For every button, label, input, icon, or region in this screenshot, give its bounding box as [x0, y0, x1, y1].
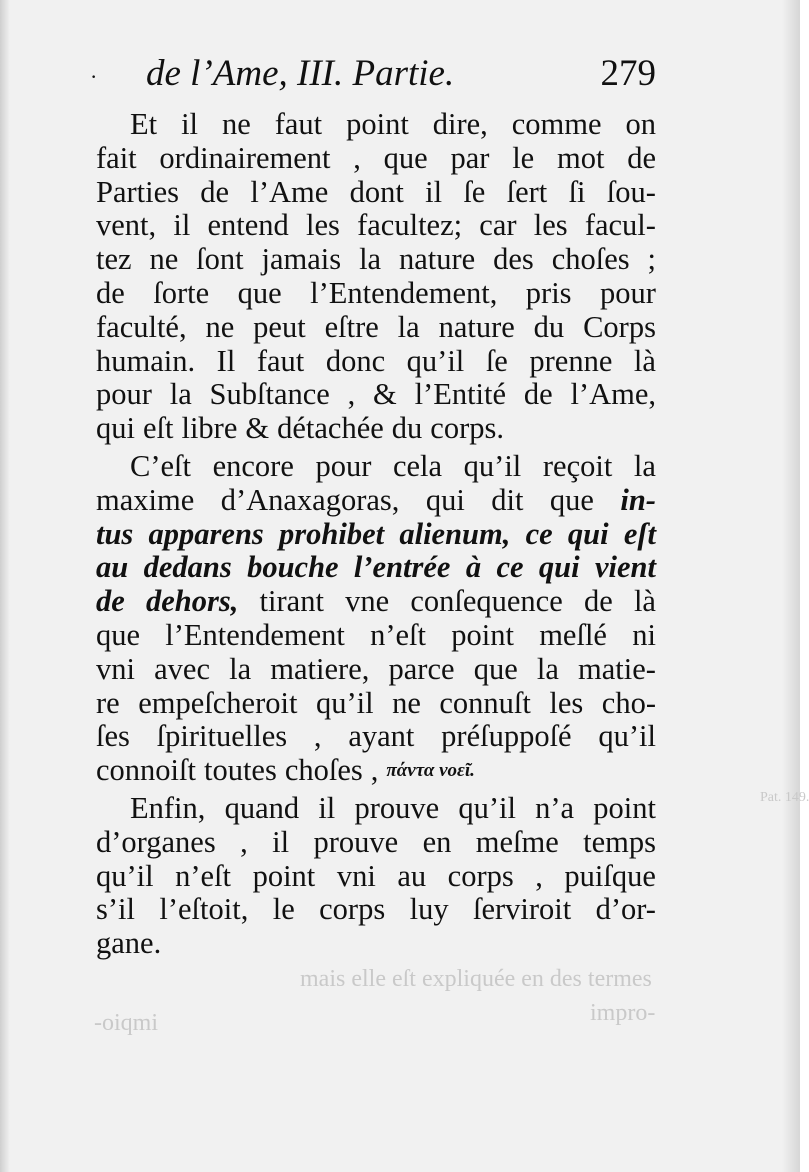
word: ne: [205, 309, 235, 344]
word: le: [512, 140, 535, 175]
word: in-: [620, 482, 656, 517]
word: l’entrée: [353, 550, 451, 585]
word: dit: [491, 482, 524, 517]
word: ;: [647, 242, 656, 277]
word: l’Entendement: [165, 617, 345, 652]
text-line: [96, 826, 656, 860]
word: parce: [388, 651, 455, 686]
word: que: [237, 275, 282, 310]
word: re: [96, 685, 120, 720]
word: C’eſt: [130, 448, 191, 483]
word: la: [169, 377, 192, 412]
word: luy: [409, 892, 449, 927]
word: libre: [181, 411, 238, 446]
word: ne: [149, 242, 179, 277]
word: nature: [438, 309, 515, 344]
page-number: 279: [600, 53, 656, 94]
word: l’Entité: [414, 377, 507, 412]
word: que: [383, 140, 428, 175]
word: prohibet: [279, 516, 385, 551]
bleed-through-text: -oiqmi: [94, 1010, 158, 1036]
word: à: [465, 550, 482, 585]
word: ce: [525, 516, 553, 551]
word: ce: [496, 550, 524, 585]
word: bouche: [247, 550, 339, 585]
word: corps: [447, 858, 514, 893]
word: ordinairement: [159, 140, 331, 175]
text-line: [96, 720, 656, 754]
word: le: [272, 892, 295, 927]
word: point: [346, 107, 409, 141]
word: ſe: [485, 343, 508, 378]
word: ſpirituelles: [156, 719, 288, 754]
word: préſuppoſé: [441, 719, 572, 754]
word: ni: [632, 617, 656, 652]
word: point: [593, 790, 656, 825]
word: que: [549, 482, 594, 517]
text-line: [96, 551, 656, 585]
word: ,: [240, 824, 248, 859]
word: il: [181, 107, 199, 141]
word: ,: [370, 753, 379, 788]
word: détachée: [277, 411, 384, 446]
word: ſi: [568, 174, 586, 209]
text-line: [96, 378, 656, 412]
word: l’Ame,: [570, 377, 656, 412]
word: tus: [96, 516, 134, 551]
word: qu’il: [406, 343, 465, 378]
word: de: [96, 584, 125, 619]
word: encore: [212, 448, 294, 483]
word: prouve: [313, 824, 399, 859]
word: ſorte: [153, 275, 210, 310]
word: Et: [130, 107, 158, 141]
word: au: [96, 550, 129, 585]
word: pour: [600, 275, 656, 310]
word: choſes: [284, 753, 363, 788]
word: temps: [583, 824, 656, 859]
running-head: de l’Ame, III. Partie.: [146, 53, 455, 94]
word: là: [633, 343, 656, 378]
word: d’Anaxagoras,: [220, 482, 400, 517]
bleed-through-text: impro-: [590, 1000, 656, 1026]
word: &: [245, 411, 270, 446]
word: empeſcheroit: [138, 685, 298, 720]
word: ne: [221, 107, 251, 141]
text-line: [96, 585, 656, 619]
word: du: [391, 411, 423, 446]
word: apparens: [148, 516, 264, 551]
text-line: [96, 484, 656, 518]
word: alienum,: [399, 516, 511, 551]
word: car: [479, 208, 517, 243]
word: ayant: [348, 719, 415, 754]
word: dire,: [432, 107, 488, 141]
paragraph: [96, 450, 656, 788]
word: quand: [224, 790, 300, 825]
word: l’Entendement,: [310, 275, 498, 310]
word: entend: [207, 208, 289, 243]
word: cela: [392, 448, 443, 483]
word: connuſt: [439, 685, 531, 720]
word: reçoit: [542, 448, 613, 483]
word: &: [373, 377, 397, 412]
word: qui: [96, 411, 135, 446]
word: ,: [313, 719, 322, 754]
paragraph: [96, 792, 656, 961]
page-left-edge: [0, 0, 10, 1172]
word: meſlé: [539, 617, 607, 652]
word: nature: [398, 242, 476, 277]
word: fait: [96, 140, 137, 175]
word: les: [306, 208, 340, 243]
word: choſes: [551, 242, 630, 277]
word: maxime: [96, 482, 195, 517]
word: Il: [216, 343, 236, 378]
word: on: [625, 107, 656, 141]
text-line: [96, 927, 656, 961]
word: corps.: [430, 411, 504, 446]
word: facul-: [584, 208, 656, 243]
word: ,: [535, 858, 543, 893]
text-line: [96, 243, 656, 277]
word: humain.: [96, 343, 196, 378]
word: la: [359, 242, 382, 277]
word: la: [397, 309, 420, 344]
word: peut: [253, 309, 306, 344]
header-mark: ·: [90, 64, 98, 89]
word: il: [173, 208, 191, 243]
word: pris: [525, 275, 572, 310]
text-line: [96, 277, 656, 311]
word: Subſtance: [209, 377, 330, 412]
word: ſes: [96, 719, 130, 754]
word: faut: [256, 343, 305, 378]
page-header: [90, 52, 656, 102]
word: vne: [345, 584, 390, 619]
text-line: [96, 518, 656, 552]
paragraph: [96, 108, 656, 446]
word: dont: [349, 174, 404, 209]
word: par: [450, 140, 490, 175]
word: s’il: [96, 892, 135, 927]
word: qui: [567, 516, 609, 551]
word: ,: [347, 377, 356, 412]
word: au: [397, 858, 427, 893]
word: d’organes: [96, 824, 216, 859]
text-line: [96, 860, 656, 894]
word: la: [536, 651, 559, 686]
word: vient: [594, 550, 656, 585]
word: tirant: [259, 584, 324, 619]
text-line: [96, 893, 656, 927]
word: dehors,: [145, 584, 239, 619]
text-line: [96, 687, 656, 721]
word: que: [473, 651, 518, 686]
word: il: [272, 824, 290, 859]
word: avec: [154, 651, 210, 686]
word: la: [229, 651, 252, 686]
word: ſerviroit: [472, 892, 572, 927]
word: vni: [336, 858, 376, 893]
word: l’eſtoit,: [159, 892, 249, 927]
word: vni: [96, 651, 135, 686]
word: Enfin,: [130, 790, 206, 825]
text-line: [96, 108, 656, 142]
text-line: [96, 345, 656, 379]
word: gane.: [96, 926, 162, 961]
word: ne: [392, 685, 421, 720]
word: faculté,: [96, 309, 187, 344]
word: facultez;: [357, 208, 463, 243]
word: tez: [96, 242, 132, 277]
word: qui: [425, 482, 465, 517]
word: cho-: [601, 685, 656, 720]
word: de: [583, 584, 613, 619]
word: ſont: [196, 242, 244, 277]
word: là: [633, 584, 656, 619]
text-line: [96, 311, 656, 345]
word: de: [200, 174, 230, 209]
word: qu’il: [598, 719, 656, 754]
word: puiſque: [564, 858, 656, 893]
word: l’Ame: [250, 174, 329, 209]
word: les: [549, 685, 584, 720]
word: il: [425, 174, 443, 209]
word: n’eſt: [370, 617, 426, 652]
word: ſert: [506, 174, 548, 209]
word: que: [96, 617, 141, 652]
word: ,: [353, 140, 361, 175]
word: faut: [274, 107, 323, 141]
word: meſme: [475, 824, 559, 859]
text-line: [96, 450, 656, 484]
word: n’eſt: [175, 858, 232, 893]
word: prouve: [354, 790, 440, 825]
body-text: [96, 108, 656, 961]
text-line: [96, 412, 656, 446]
word: conſequence: [410, 584, 563, 619]
word: prenne: [529, 343, 613, 378]
text-line: [96, 653, 656, 687]
bleed-through-text: mais elle eſt expliquée en des termes: [300, 966, 652, 992]
word: qu’il: [458, 790, 516, 825]
word: matie-: [578, 651, 656, 686]
word: connoiſt: [96, 753, 196, 788]
word: en: [422, 824, 452, 859]
text-line: [96, 142, 656, 176]
word: les: [533, 208, 568, 243]
text-line: [96, 619, 656, 653]
word: matiere,: [270, 651, 370, 686]
word: mot: [556, 140, 605, 175]
word: toutes: [203, 753, 277, 788]
text-line: [96, 176, 656, 210]
word: la: [633, 448, 656, 483]
word: eſt: [142, 411, 174, 446]
word: qui: [538, 550, 580, 585]
page-right-edge: [782, 0, 800, 1172]
word: qu’il: [96, 858, 154, 893]
word: eſtre: [324, 309, 379, 344]
word: de: [523, 377, 553, 412]
word: de: [627, 140, 656, 175]
word: donc: [325, 343, 386, 378]
word: pour: [315, 448, 372, 483]
word: qu’il: [463, 448, 522, 483]
word: il: [318, 790, 336, 825]
word: Corps: [583, 309, 656, 344]
word: des: [493, 242, 534, 277]
text-line: [96, 792, 656, 826]
word: de: [96, 275, 125, 310]
word: jamais: [261, 242, 342, 277]
word: ſou-: [606, 174, 656, 209]
text-line: [96, 209, 656, 243]
word: point: [451, 617, 514, 652]
word: comme: [511, 107, 602, 141]
word: qu’il: [315, 685, 374, 720]
word: n’a: [535, 790, 575, 825]
word: d’or-: [595, 892, 656, 927]
greek-word: πάντα νοεῖ.: [386, 760, 475, 782]
word: Parties: [96, 174, 180, 209]
word: pour: [96, 377, 152, 412]
word: vent,: [96, 208, 157, 243]
word: ſe: [463, 174, 486, 209]
word: du: [533, 309, 565, 344]
text-line: [96, 754, 656, 788]
word: point: [252, 858, 316, 893]
word: corps: [319, 892, 386, 927]
bleed-through-margin-note: Pat. 149.: [760, 790, 809, 805]
word: dedans: [143, 550, 232, 585]
word: eſt: [623, 516, 656, 551]
